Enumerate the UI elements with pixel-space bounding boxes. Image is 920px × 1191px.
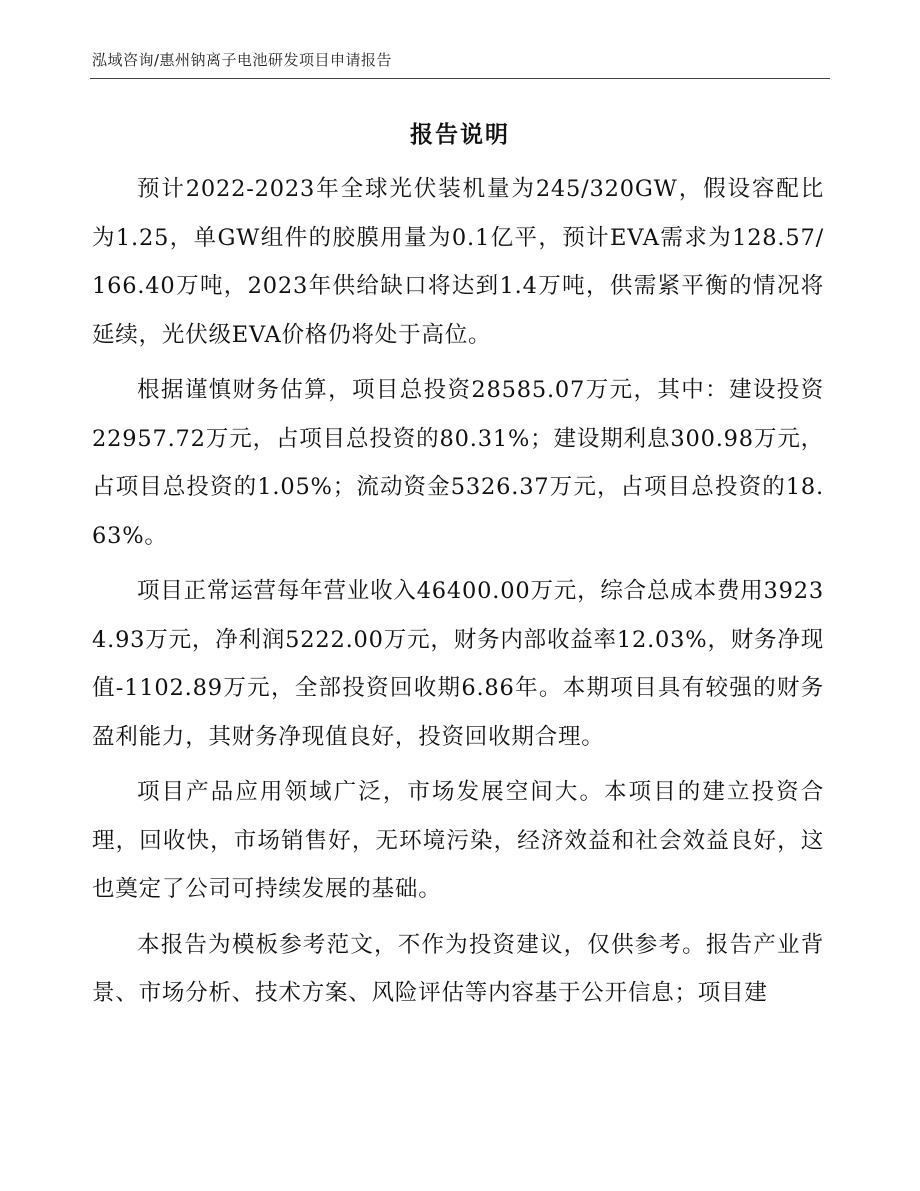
- paragraph-disclaimer: 本报告为模板参考范文，不作为投资建议，仅供参考。报告产业背景、市场分析、技术方案、风险评估等内容基于公开信息；项目建: [92, 931, 824, 1006]
- page-title: 报告说明: [410, 121, 510, 148]
- document-body: [92, 165, 824, 1025]
- header-divider: [90, 78, 830, 79]
- paragraph-benefits: 项目产品应用领域广泛，市场发展空间大。本项目的建立投资合理，回收快，市场销售好，无环境污染，经济效益和社会效益良好，这也奠定了公司可持续发展的基础。: [92, 779, 824, 902]
- running-header: 泓域咨询/惠州钠离子电池研发项目申请报告: [92, 51, 393, 69]
- paragraph-financials: 项目正常运营每年营业收入46400.00万元，综合总成本费用39234.93万元，净利润5222.00万元，财务内部收益率12.03%，财务净现值-1102.89万元，全部投资回收期6.86年。本期项目具有较强的财务盈利能力，其财务净现值良好，投资回收期合理。: [92, 578, 824, 750]
- paragraph-investment: 根据谨慎财务估算，项目总投资28585.07万元，其中：建设投资22957.72万元，占项目总投资的80.31%；建设期利息300.98万元，占项目总投资的1.05%；流动资金5326.37万元，占项目总投资的18.63%。: [92, 377, 824, 549]
- paragraph-market-outlook: 预计2022-2023年全球光伏装机量为245/320GW，假设容配比为1.25，单GW组件的胶膜用量为0.1亿平，预计EVA需求为128.57/166.40万吨，2023年供给缺口将达到1.4万吨，供需紧平衡的情况将延续，光伏级EVA价格仍将处于高位。: [92, 176, 824, 348]
